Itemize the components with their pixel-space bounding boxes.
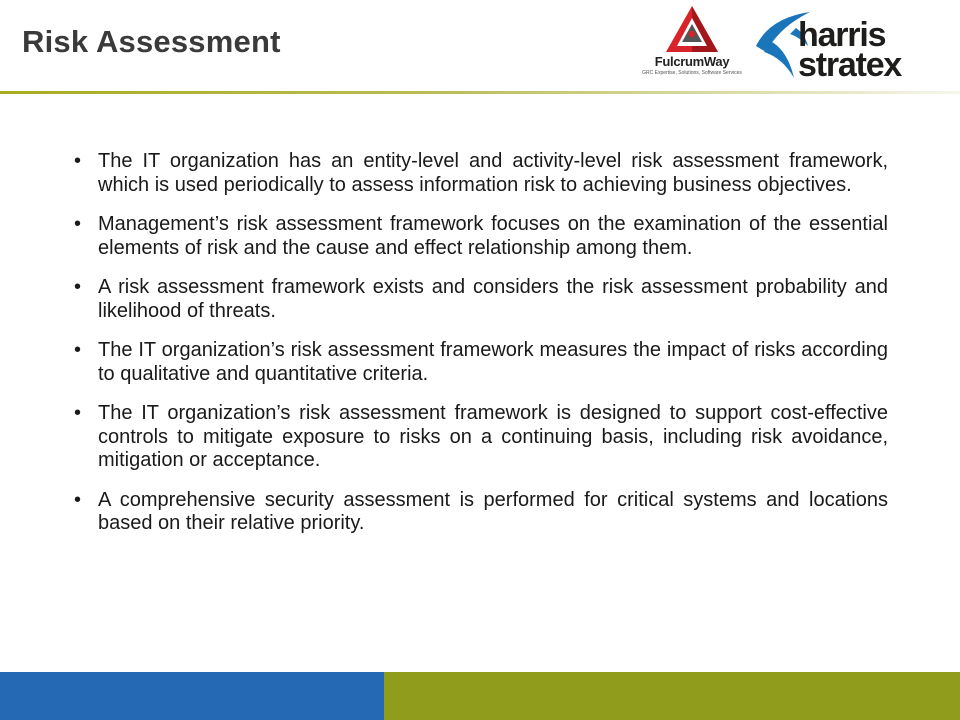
slide-title: Risk Assessment [22,24,281,59]
harris-wordmark: harris [798,16,886,54]
bullet-item: • The IT organization’s risk assessment framework measures the impact of risks according to qualitative and quantitative criteria. [74,339,888,386]
bullet-item: • The IT organization has an entity-level and activity-level risk assessment framework, which is used periodically to assess information risk to achieving business objectives. [74,150,888,197]
footer-blue-band [0,672,384,720]
stratex-wordmark: stratex [798,46,902,84]
bullet-item: • A risk assessment framework exists and considers the risk assessment probability and likelihood of threats. [74,276,888,323]
header-divider [0,91,960,94]
bullet-item: • Management’s risk assessment framework focuses on the examination of the essential elements of risk and the cause and effect relationship among them. [74,213,888,260]
bullet-item: • A comprehensive security assessment is performed for critical systems and locations based on their relative priority. [74,489,888,536]
fulcrumway-triangle-icon [636,4,748,54]
bullet-item: • The IT organization’s risk assessment framework is designed to support cost-effective controls to mitigate exposure to risks on a continuing basis, including risk avoidance, mitigation or acceptance. [74,402,888,473]
harris-stratex-logo [752,6,942,88]
footer-green-band [384,672,960,720]
fulcrumway-brand-text: FulcrumWay [654,54,730,69]
fulcrumway-tagline: GRC Expertise, Solutions, Software Services [642,70,742,76]
bullet-list [74,150,888,552]
fulcrumway-logo [636,4,748,84]
